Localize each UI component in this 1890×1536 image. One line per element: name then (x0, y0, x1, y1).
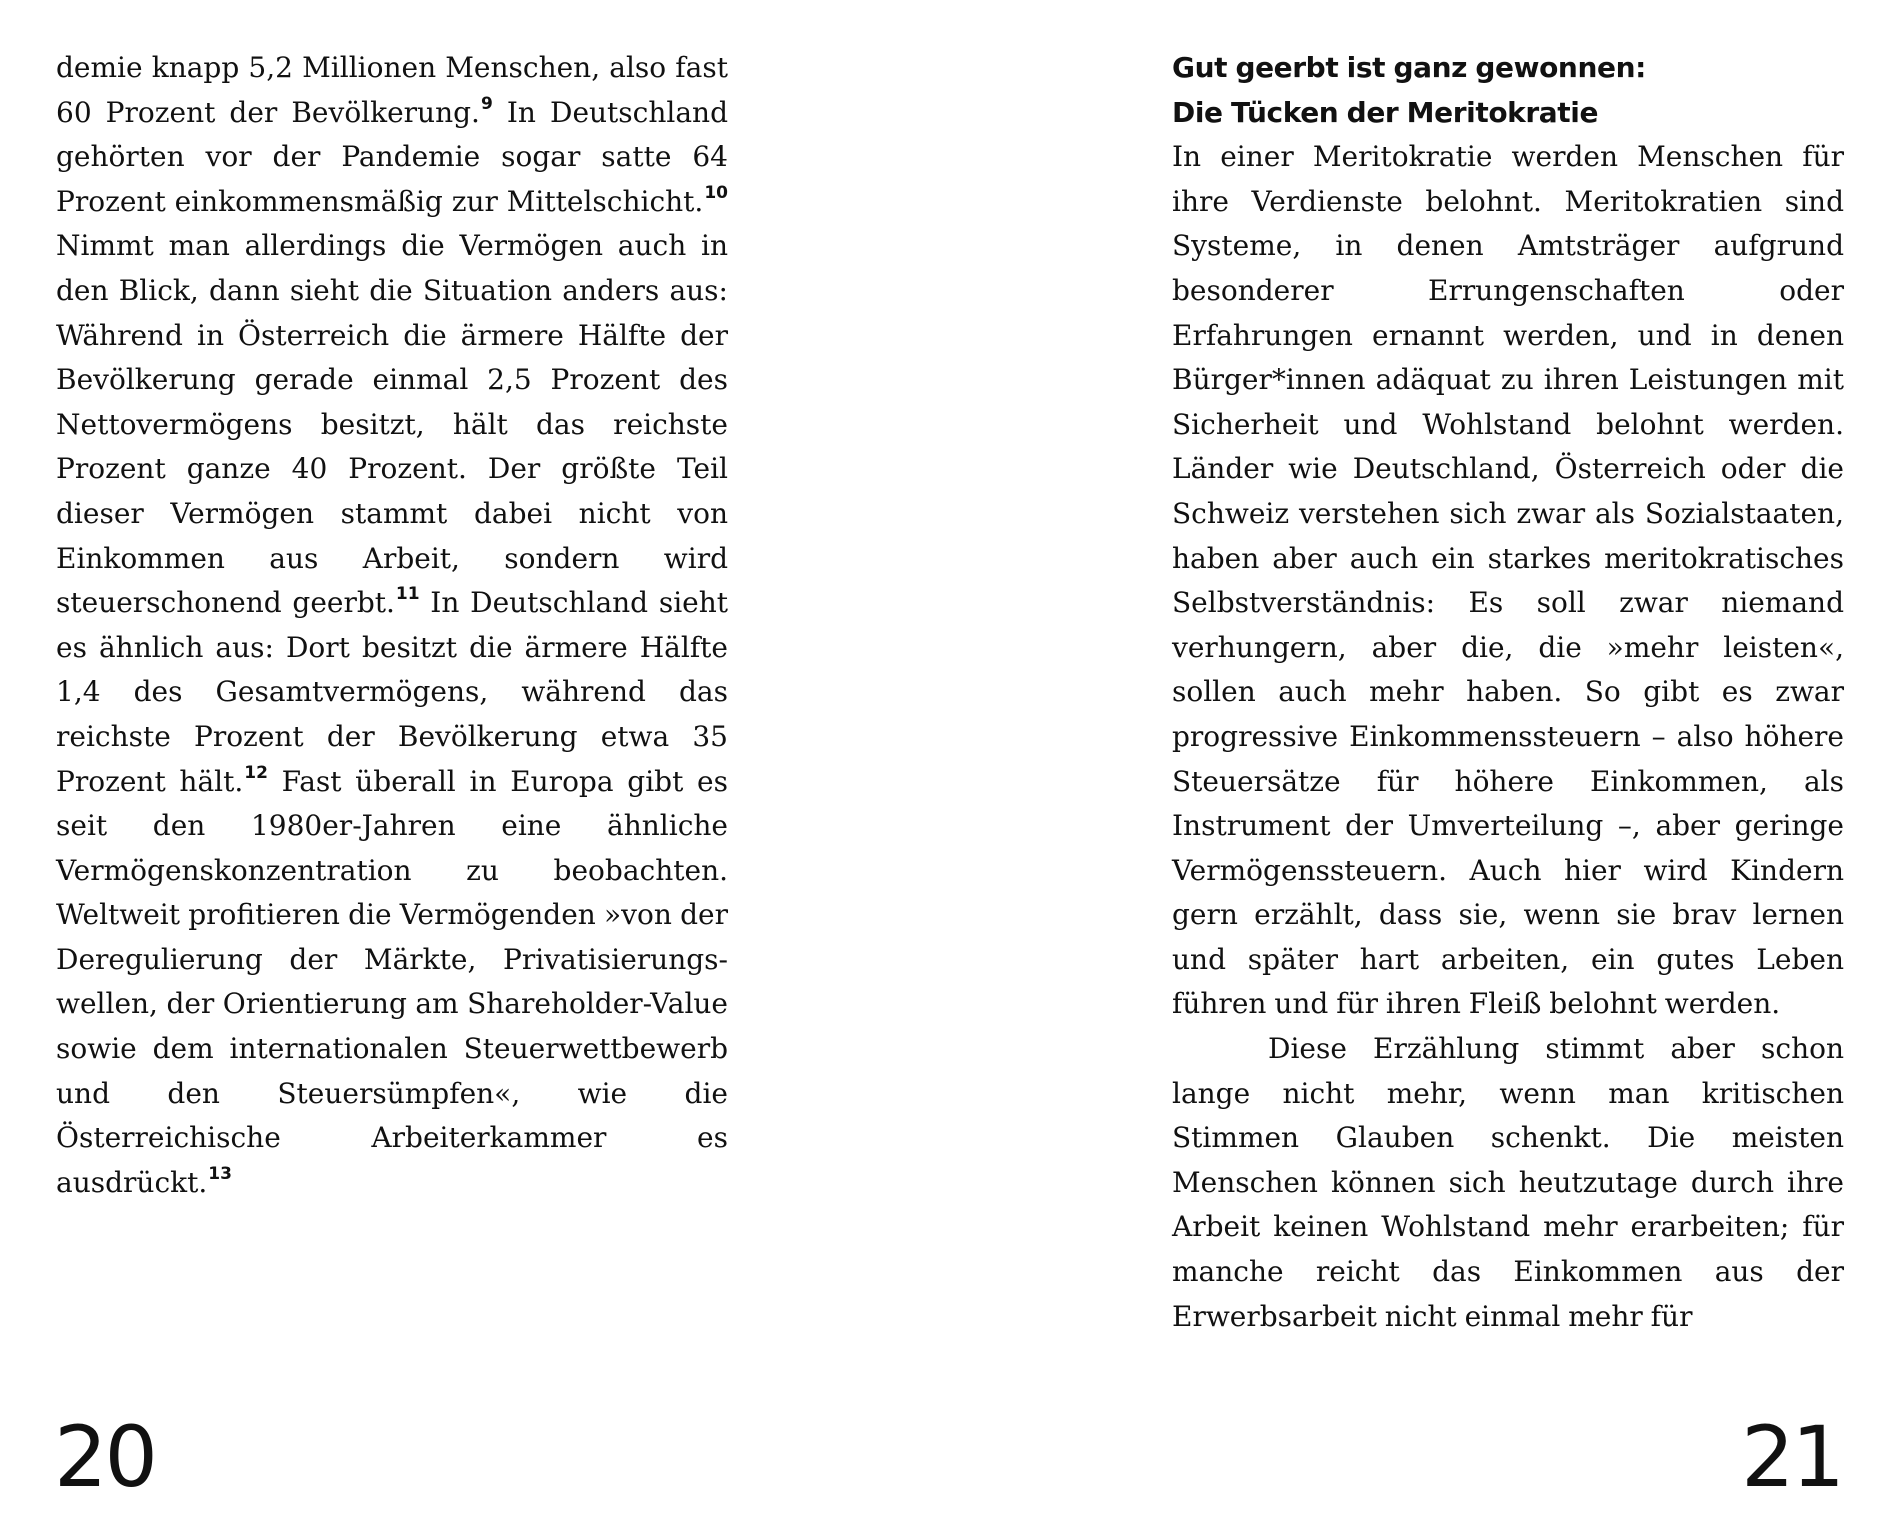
left-text-segment: In Deutschland sieht es ähnlich aus: Dort besitzt die ärmere Hälfte 1,4 des Gesamtvermögens, während das reichste Prozent der Bevölkerung etwa 35 Prozent hält. (56, 586, 728, 798)
page-number-left: 20 (54, 1408, 155, 1506)
footnote-marker-13[interactable]: 13 (208, 1164, 232, 1185)
footnote-marker-11[interactable]: 11 (395, 584, 420, 605)
section-heading-line-1: Gut geerbt ist ganz gewonnen: (1172, 51, 1646, 84)
left-text-segment: demie knapp 5,2 Millionen Menschen, also fast 60 Prozent der Bevölkerung. (56, 51, 728, 129)
footnote-marker-10[interactable]: 10 (704, 183, 728, 204)
right-body-paragraph-1: In einer Meritokratie werden Menschen für ihre Verdienste belohnt. Meritokratien sind Systeme, in denen Amtsträger aufgrund besonderer Errungenschaften oder Erfahrungen ernannt werden, und in denen Bürger*innen adäquat zu ihren Leistungen mit Sicherheit und Wohlstand belohnt werden. Länder wie Deutschland, Österreich oder die Schweiz verstehen sich zwar als Sozialstaaten, haben aber auch ein starkes meritokratisches Selbstverständnis: Es soll zwar niemand verhungern, aber die, die »mehr leisten«, sollen auch mehr haben. So gibt es zwar progressive Einkommenssteuern – also höhere Steuersätze für höhere Einkommen, als Instrument der Umverteilung –, aber geringe Vermögenssteuern. Auch hier wird Kindern gern erzählt, dass sie, wenn sie brav lernen und später hart arbeiten, ein gutes Leben führen und für ihren Fleiß belohnt werden. (1172, 140, 1844, 1021)
left-body-paragraph (56, 46, 728, 1205)
section-heading (1172, 46, 1844, 135)
page-number-right: 21 (1741, 1408, 1842, 1506)
left-text-column (56, 46, 728, 1205)
right-body-paragraph-2: Diese Erzählung stimmt aber schon lange nicht mehr, wenn man kritischen Stimmen Glauben schenkt. Die meisten Menschen können sich heutzutage durch ihre Arbeit keinen Wohlstand mehr erarbeiten; für manche reicht das Einkommen aus der Erwerbsarbeit nicht einmal mehr für (1172, 1032, 1844, 1333)
right-text-column (1172, 46, 1844, 1339)
section-heading-line-2: Die Tücken der Meritokratie (1172, 95, 1599, 129)
footnote-marker-9[interactable]: 9 (480, 93, 493, 114)
left-text-segment: Nimmt man allerdings die Vermögen auch in den Blick, dann sieht die Situation anders aus: Während in Österreich die ärmere Hälfte der Bevölkerung gerade einmal 2,5 Prozent des Nettovermögens besitzt, hält das reichste Prozent ganze 40 Prozent. Der größte Teil dieser Vermögen stammt dabei nicht von Einkommen aus Arbeit, sondern wird steuerschonend geerbt. (56, 229, 728, 620)
left-text-segment: Fast überall in Europa gibt es seit den 1980er-Jahren eine ähnliche Vermögenskonzentration zu beobachten. Weltweit profitieren die Vermögenden »von der Deregulierung der Märkte, Privatisierungswellen, der Orientierung am Shareholder-Value sowie dem internationalen Steuerwettbewerb und den Steuersümpfen«, wie die Österreichische Arbeiterkammer es ausdrückt. (56, 764, 728, 1199)
footnote-marker-12[interactable]: 12 (244, 762, 268, 783)
right-page (945, 0, 1890, 1536)
left-text-segment: In Deutschland gehörten vor der Pandemie sogar satte 64 Prozent einkommensmäßig zur Mittelschicht. (56, 95, 728, 218)
